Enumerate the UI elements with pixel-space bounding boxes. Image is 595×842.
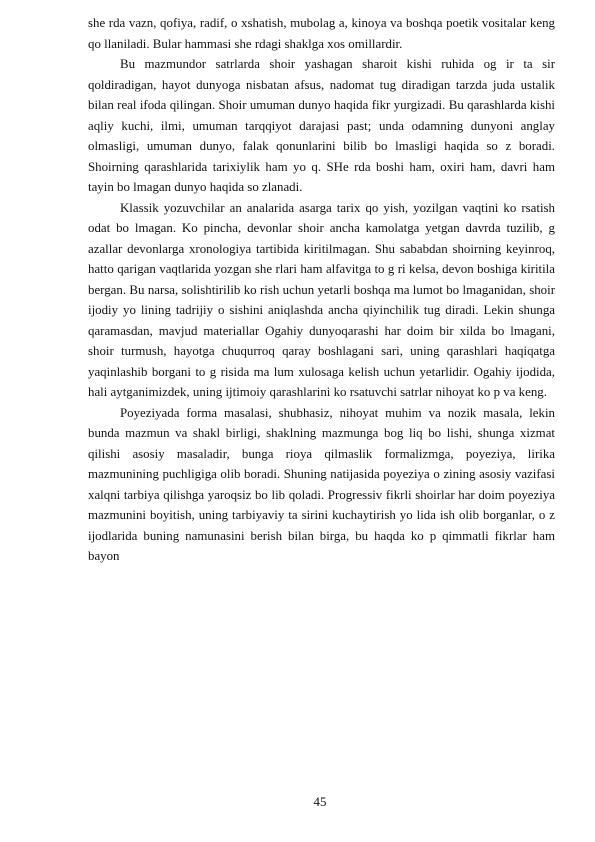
paragraph-4: Poyeziyada forma masalasi, shubhasiz, nihoyat muhim va nozik masala, lekin bunda mazmun va shakl birligi, shaklning mazmunga bog liq bo lishi, shunga xizmat qilishi asosiy masaladir, bunga rioya qilmaslik formalizmga, poyeziya, lirika mazmunining puchligiga olib boradi. Shuning natijasida poyeziya o zining asosiy vazifasi xalqni tarbiya qilishga yaroqsiz bo lib qoladi. Progressiv fikrli shoirlar har doim poyeziya mazmunini boyitish, uning tarbiyaviy ta sirini kuchaytirish yo lida ish olib borganlar, o z ijodlarida buning namunasini berish bilan birga, bu haqda ko p qimmatli fikrlar ham bayon: [88, 405, 555, 563]
paragraph-3: Klassik yozuvchilar an analarida asarga tarix qo yish, yozilgan vaqtini ko rsatish odat bo lmagan. Ko pincha, devonlar shoir ancha kamolatga yetgan davrda tuzilib, g azallar devonlarga xronologiya tartibida kiritilmagan. Shu sababdan shoirning keyinroq, hatto qarigan vaqtlarida yozgan she rlari ham alfavitga to g ri kelsa, devon boshiga kiritila bergan. Bu narsa, solishtirilib ko rish uchun yetarli boshqa ma lumot bo lmaganidan, shoir ijodiy yo lining tadrijiy o sishini aniqlashda ancha qiyinchilik tug diradi. Lekin shunga qaramasdan, mavjud materiallar Ogahiy dunyoqarashi har doim bir xilda bo lmagani, shoir turmush, hayotga chuqurroq qaray boshlagani sari, uning qarashlari haqiqatga yaqinlashib borgani to g risida ma lum xulosaga kelish uchun yetarlidir. Ogahiy ijodida, hali aytganimizdek, uning ijtimoiy qarashlarini ko rsatuvchi satrlar nihoyat ko p va keng.: [88, 200, 555, 399]
document-body: [88, 13, 555, 567]
page-number: 45: [313, 795, 327, 809]
paragraph-1: she rda vazn, qofiya, radif, o xshatish, mubolag a, kinoya va boshqa poetik vositalar keng qo llaniladi. Bular hammasi she rdagi shaklga xos omillardir.: [88, 16, 555, 51]
paragraph-2: Bu mazmundor satrlarda shoir yashagan sharoit kishi ruhida og ir ta sir qoldiradigan, hayot dunyoga nisbatan afsus, nadomat tug diradigan tarzda juda ustalik bilan real ifoda qilingan. Shoir umuman dunyo haqida fikr yurgizadi. Bu qarashlarda kishi aqliy kuchi, ilmi, umuman tarqqiyot darajasi past; unda odamning dunyoni anglay olmasligi, umuman dunyo, falak qonunlarini bilib bo lmasligi haqida so z boradi. Shoirning qarashlarida tarixiylik ham yo q. SHe rda boshi ham, oxiri ham, davri ham tayin bo lmagan dunyo haqida so zlanadi.: [88, 57, 555, 194]
